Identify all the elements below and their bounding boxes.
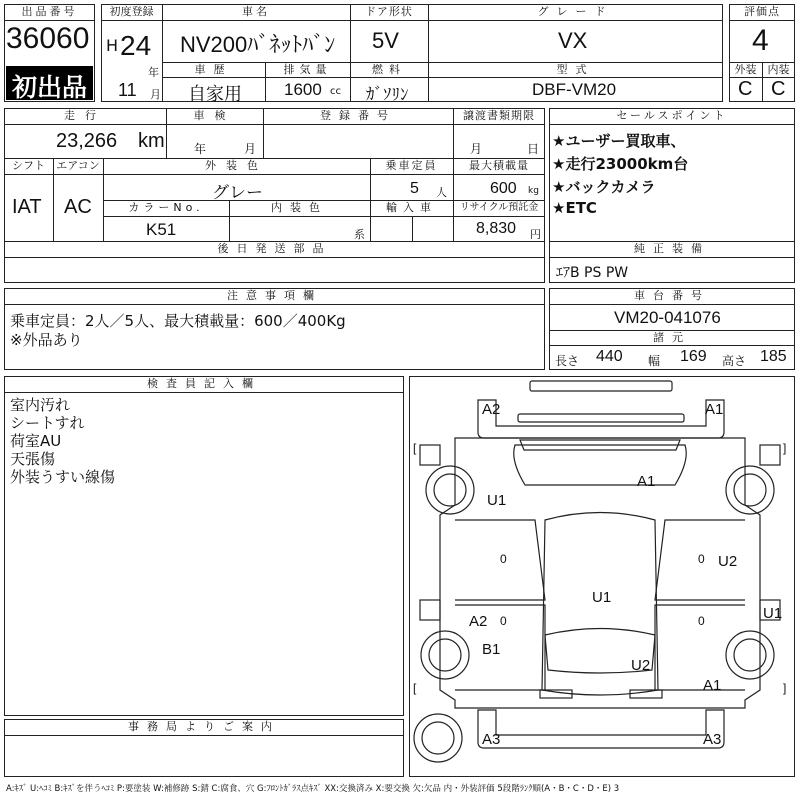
mark-left-rear-wheel: B1: [482, 641, 501, 658]
capacity-label: 乗車定員: [385, 159, 438, 172]
mark-roof: U1: [592, 589, 612, 606]
int-label: 内装: [767, 63, 790, 76]
name-label: 車名: [242, 5, 270, 18]
inspector-line-2: シートすれ: [10, 414, 85, 432]
reg-year-unit: 年: [148, 66, 159, 79]
zero-right-2: 0: [698, 614, 705, 628]
color-no-label: カラーNo.: [128, 201, 204, 214]
mark-front-right: A1: [705, 401, 724, 418]
reg-label: 初度登録: [109, 5, 154, 18]
bracket-left-top: [: [413, 441, 417, 455]
transfer-day: 日: [527, 142, 540, 156]
car-diagram-box: [409, 376, 795, 777]
inspector-line-1: 室内汚れ: [10, 396, 71, 414]
lot-label: 出品番号: [21, 5, 78, 18]
import-label: 輸入車: [386, 201, 437, 214]
mark-left-rear-door: A2: [469, 613, 488, 630]
first-listing-label: 初出品: [12, 73, 88, 102]
inspector-line-3: 荷室AU: [10, 432, 62, 450]
fuel-value: ｶﾞｿﾘﾝ: [366, 85, 409, 105]
equipment-value: ｴｱB PS PW: [556, 265, 629, 281]
sales-box: [549, 108, 795, 242]
dims-label: 諸元: [653, 331, 691, 344]
inspector-line-4: 天張傷: [10, 450, 56, 468]
inspection-year: 年: [194, 142, 207, 156]
length-value: 440: [596, 348, 623, 365]
ac-value: AC: [64, 196, 92, 218]
mark-rear-left-bumper: A3: [482, 731, 501, 748]
capacity-value: 5: [410, 180, 419, 197]
shift-value: IAT: [12, 196, 42, 218]
reg-month: 11: [118, 80, 137, 100]
reg-year: 24: [120, 30, 152, 61]
transfer-month: 月: [470, 142, 483, 156]
interior-color-label: 内装色: [271, 201, 328, 214]
chassis-value: VM20-041076: [614, 308, 721, 327]
sales-point-2: ★走行23000km台: [552, 155, 689, 173]
bracket-left-bottom: [: [413, 681, 417, 695]
color-value: グレー: [212, 183, 263, 203]
later-parts-label: 後日発送部品: [217, 242, 332, 255]
color-label: 外装色: [205, 159, 268, 172]
mileage-value: 23,266: [56, 130, 118, 152]
grade-value: VX: [558, 28, 588, 53]
zero-left-1: 0: [500, 552, 507, 566]
mark-left-front-fender: U1: [487, 492, 507, 509]
inspector-label: 検査員記入欄: [147, 377, 261, 390]
ext-value: C: [738, 78, 753, 100]
fuel-label: 燃料: [372, 63, 406, 76]
inspection-label: 車検: [193, 109, 236, 122]
office-label: 事務局よりご案内: [128, 720, 280, 733]
model-value: DBF-VM20: [532, 80, 617, 99]
recycle-value: 8,830: [476, 220, 517, 237]
chassis-label: 車台番号: [634, 289, 710, 302]
load-label: 最大積載量: [469, 159, 529, 172]
ac-label: エアコン: [56, 159, 100, 172]
disp-unit: cc: [330, 86, 341, 97]
model-label: 型式: [556, 63, 595, 76]
interior-color-suffix: 系: [354, 228, 365, 241]
inspector-line-5: 外装うすい線傷: [10, 468, 116, 486]
transfer-label: 譲渡書類期限: [463, 109, 535, 122]
inspection-month: 月: [244, 142, 257, 156]
height-value: 185: [760, 348, 787, 365]
car-name: NV200ﾊﾞﾈｯﾄﾊﾞﾝ: [180, 32, 336, 57]
bracket-right-bottom: ]: [783, 681, 787, 695]
reg-month-unit: 月: [150, 88, 161, 101]
sales-point-3: ★バックカメラ: [552, 178, 656, 196]
score-label: 評価点: [744, 5, 780, 18]
disp-label: 排気量: [283, 63, 332, 76]
mark-rear-right: A1: [703, 677, 722, 694]
mark-right-rear-fender: U1: [763, 605, 783, 622]
grade-label: グレード: [537, 5, 614, 18]
lot-number: 36060: [6, 22, 90, 55]
mileage-unit: km: [138, 130, 165, 152]
width-value: 169: [680, 348, 707, 365]
mark-hood: A1: [637, 473, 656, 490]
notes-line-1: 乗車定員：2人／5人、最大積載量：600／400Kg: [10, 312, 346, 330]
recycle-label: リサイクル預託金: [459, 202, 539, 213]
length-label: 長さ: [555, 354, 580, 368]
sales-point-4: ★ETC: [552, 199, 597, 217]
sales-label: セールスポイント: [616, 109, 728, 122]
color-no-value: K51: [146, 220, 177, 239]
door-value: 5V: [372, 28, 399, 53]
width-label: 幅: [648, 354, 661, 368]
mark-rear-right-bumper: A3: [703, 731, 722, 748]
recycle-unit: 円: [530, 228, 541, 241]
equipment-label: 純正装備: [634, 242, 710, 255]
height-label: 高さ: [722, 354, 747, 368]
mileage-label: 走行: [64, 109, 106, 122]
load-unit: kg: [528, 186, 539, 196]
sales-point-1: ★ユーザー買取車、: [552, 132, 686, 150]
legend: A:ｷｽﾞ U:ﾍｺﾐ B:ｷｽﾞを伴うﾍｺﾐ P:要塗装 W:補修跡 S:錆 C:腐食、穴 G:ﾌﾛﾝﾄｶﾞﾗｽ点ｷｽﾞ XX:交換済み X:要交換 欠:欠品 内・外装評価 5段階ﾗﾝｸ順(A・B・C・D・E) 3: [6, 784, 620, 794]
zero-left-2: 0: [500, 614, 507, 628]
history-label: 車歴: [194, 63, 233, 76]
notes-line-2: ※外品あり: [10, 331, 83, 349]
notes-label: 注意事項欄: [227, 289, 322, 302]
history-value: 自家用: [188, 84, 242, 105]
shift-label: シフト: [12, 159, 45, 172]
mark-right-rear-door: U2: [718, 553, 738, 570]
zero-right-1: 0: [698, 552, 705, 566]
disp-value: 1600: [284, 80, 322, 99]
int-value: C: [771, 78, 786, 100]
plate-label: 登録番号: [320, 109, 396, 122]
reg-era: H: [106, 36, 119, 55]
door-label: ドア形状: [365, 5, 413, 18]
ext-label: 外装: [734, 63, 757, 76]
mark-front-left: A2: [482, 401, 501, 418]
bracket-right-top: ]: [783, 441, 787, 455]
load-value: 600: [490, 180, 517, 197]
capacity-unit: 人: [436, 186, 447, 199]
score-value: 4: [752, 24, 769, 57]
mark-rear-glass-area: U2: [631, 657, 651, 674]
